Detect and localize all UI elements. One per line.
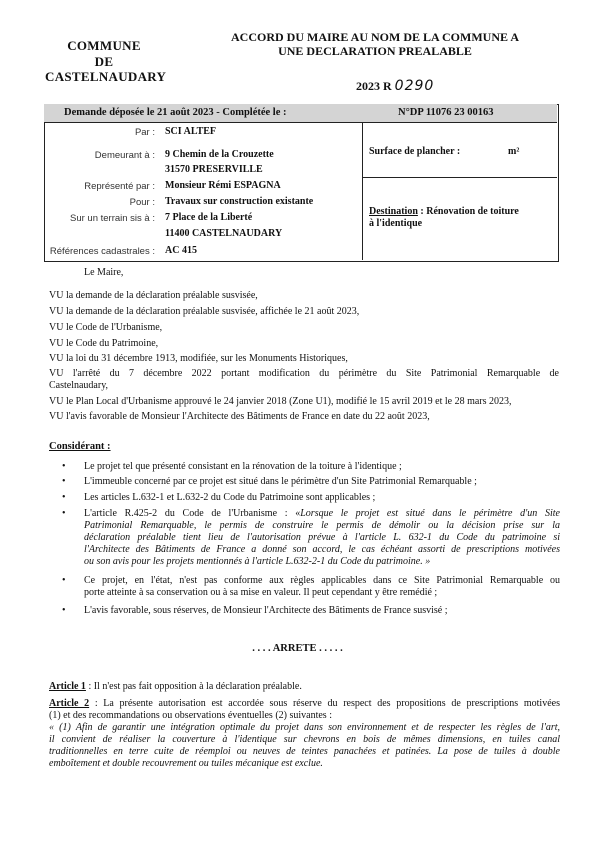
r425-quote-line: déclaration préalable tient lieu de l'autorisation prévue à l'article L. 632-1 du Code du patrimoine si	[84, 532, 560, 543]
field-label-demeurant: Demeurant à :	[94, 150, 155, 161]
article-2-text: : La présente autorisation est accordée sous réserve du respect des propositions de prescriptions motivées	[89, 698, 560, 709]
vu-line: VU la demande de la déclaration préalable susvisée, affichée le 21 août 2023,	[49, 306, 360, 317]
field-value-cadastre: AC 415	[165, 245, 197, 256]
considerant-item: L'avis favorable, sous réserves, de Monsieur l'Architecte des Bâtiments de France susvisé ;	[84, 605, 448, 616]
field-label-par: Par :	[134, 127, 155, 138]
considerant-item-line: porte atteinte à sa conservation ou à sa mise en valeur. Il peut cependant y être remédié ;	[84, 587, 438, 598]
considerant-item: L'immeuble concerné par ce projet est situé dans le périmètre d'un Site Patrimonial Remarquable ;	[84, 476, 477, 487]
considerant-heading: Considérant :	[49, 441, 111, 452]
vu-line: VU l'arrêté du 7 décembre 2022 portant modification du périmètre du Site Patrimonial Remarquable de	[49, 368, 559, 379]
vu-line: VU la loi du 31 décembre 1913, modifiée, sur les Monuments Historiques,	[49, 353, 348, 364]
article-1-label: Article 1	[49, 681, 86, 692]
arrete-number-prefix: 2023 R	[356, 79, 392, 93]
article-2	[49, 698, 560, 770]
field-label-terrain: Sur un terrain sis à :	[69, 213, 155, 224]
prescription-line: « (1) Afin de garantir une intégration optimale du projet dans son environnement et de respecter les règles de l'art,	[49, 722, 560, 733]
destination-label: Destination	[369, 206, 418, 217]
field-value-represente: Monsieur Rémi ESPAGNA	[165, 180, 281, 191]
field-value-ville: 31570 PRESERVILLE	[165, 164, 263, 175]
r425-quote-line: l'Architecte des Bâtiments de France a donné son accord, le cas échéant assorti de prescriptions motivées	[84, 544, 560, 555]
considerant-item: Les articles L.632-1 et L.632-2 du Code du Patrimoine sont applicables ;	[84, 492, 376, 503]
considerant-item	[84, 575, 560, 599]
vu-line: VU le Plan Local d'Urbanisme approuvé le 24 janvier 2018 (Zone U1), modifié le 15 avril 2019 et le 28 mars 2023,	[49, 396, 512, 407]
r425-quote-line: ou son avis pour les projets mentionnés à l'article L.632-2-1 du Code du patrimoine. »	[84, 556, 431, 567]
bullet-dot: •	[62, 492, 66, 503]
destination	[369, 206, 519, 230]
article-1	[49, 681, 302, 693]
commune-line: COMMUNE	[67, 38, 141, 53]
vu-line: Castelnaudary,	[49, 380, 109, 391]
article-1-text: : Il n'est pas fait opposition à la déclaration préalable.	[85, 681, 302, 692]
commune-line: DE	[94, 53, 114, 69]
vu-line: VU le Code de l'Urbanisme,	[49, 322, 163, 333]
prescription-line: il convient de réaliser la couverture à l'identique sur chevrons en bois de mêmes dimensions, en tuiles canal	[49, 734, 560, 745]
vu-line: VU la demande de la déclaration préalable susvisée,	[49, 290, 258, 301]
prescription-line: traditionnelles en terre cuite de réemploi ou neuves de teintes panachées et patinées. La pose de tuiles à double	[49, 746, 560, 757]
r425-quote-line: Lorsque le projet est situé dans le périmètre d'un Site	[300, 508, 560, 519]
bullet-dot: •	[62, 605, 66, 616]
arrete-number	[356, 78, 434, 94]
bullet-dot: •	[62, 461, 66, 472]
vu-line: VU l'avis favorable de Monsieur l'Architecte des Bâtiments de France en date du 22 août 2023,	[49, 411, 430, 422]
article-2-line: (1) et des recommandations ou observations éventuelles (2) suivantes :	[49, 710, 332, 721]
destination-value: : Rénovation de toiture	[417, 206, 519, 217]
surface-label: Surface de plancher :	[369, 146, 461, 157]
field-value-par: SCI ALTEF	[165, 126, 217, 137]
commune-line: CASTELNAUDARY	[45, 69, 167, 84]
column-divider	[362, 122, 363, 260]
considerant-item: Le projet tel que présenté consistant en la rénovation de la toiture à l'identique ;	[84, 461, 402, 472]
considerant-item-r425	[84, 508, 560, 568]
field-value-adresse: 9 Chemin de la Crouzette	[165, 149, 274, 160]
field-value-terrain-ville: 11400 CASTELNAUDARY	[165, 228, 283, 239]
bullet-dot: •	[62, 476, 66, 487]
field-value-terrain: 7 Place de la Liberté	[165, 212, 253, 223]
r425-quote-line: Patrimonial Remarquable, le permis de construire le permis de démolir ou la décision prise sur la	[84, 520, 560, 531]
document-title	[205, 30, 545, 58]
arrete-number-handwritten: 0290	[394, 78, 435, 94]
row-divider	[362, 177, 557, 178]
arrete-heading: . . . . ARRETE . . . . .	[252, 643, 343, 654]
field-value-pour: Travaux sur construction existante	[165, 196, 314, 207]
commune-name	[45, 38, 167, 85]
dossier-number: N°DP 11076 23 00163	[398, 107, 494, 118]
field-label-represente: Représenté par :	[84, 181, 155, 192]
bullet-dot: •	[62, 508, 66, 519]
considerant-item-line: Ce projet, en l'état, n'est pas conforme aux règles applicables dans ce Site Patrimonial Remarquable ou	[84, 575, 560, 586]
surface-unit: m²	[508, 146, 520, 157]
field-label-pour: Pour :	[129, 197, 155, 208]
destination-value-2: à l'identique	[369, 218, 423, 229]
prescription-line: emboîtement et double recouvrement ou tuiles mécanique est exclue.	[49, 758, 323, 769]
title-line-1: ACCORD DU MAIRE AU NOM DE LA COMMUNE A	[231, 30, 519, 44]
title-line-2: UNE DECLARATION PREALABLE	[278, 44, 472, 58]
vu-line: VU le Code du Patrimoine,	[49, 338, 159, 349]
le-maire: Le Maire,	[84, 267, 124, 278]
demande-date: Demande déposée le 21 août 2023 - Complétée le :	[64, 107, 287, 118]
field-label-cadastre: Références cadastrales :	[49, 246, 155, 257]
article-2-label: Article 2	[49, 698, 90, 709]
r425-intro: L'article R.425-2 du Code de l'Urbanisme : «	[84, 508, 301, 519]
bullet-dot: •	[62, 575, 66, 586]
